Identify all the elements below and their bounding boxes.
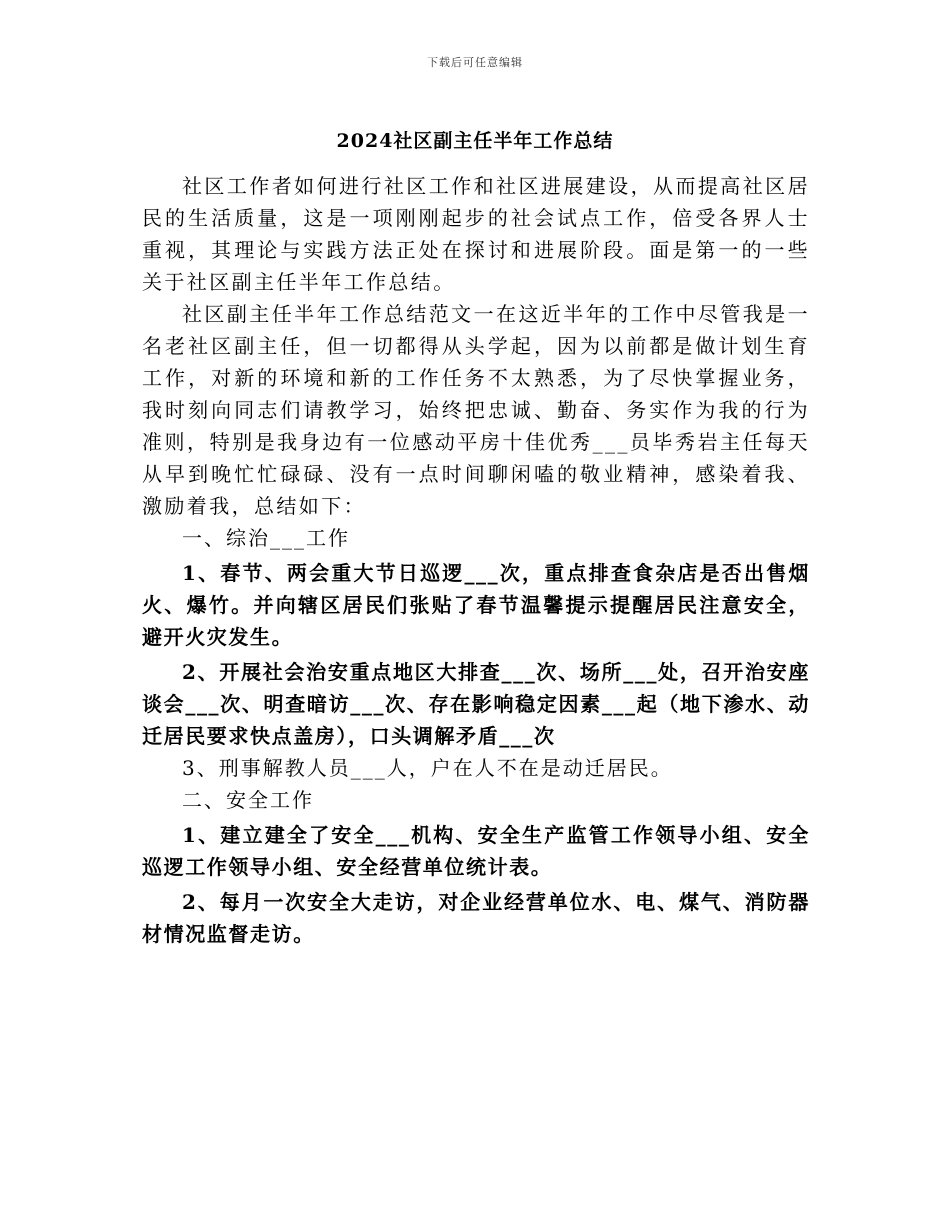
item-paragraph: 1、春节、两会重大节日巡逻___次，重点排查食杂店是否出售烟火、爆竹。并向辖区居民们张贴了春节温馨提示提醒居民注意安全，避开火灾发生。 — [142, 561, 810, 649]
page-header-note: 下载后可任意编辑 — [427, 56, 523, 69]
section-heading-safety: 二、安全工作 — [182, 788, 314, 812]
intro-paragraph: 社区工作者如何进行社区工作和社区进展建设，从而提高社区居民的生活质量，这是一项刚刚起步的社会试点工作，倍受各界人士重视，其理论与实践方法正处在探讨和进展阶段。面是第一的一些关于社区副主任半年工作总结。 — [142, 174, 810, 294]
item-paragraph: 2、每月一次安全大走访，对企业经营单位水、电、煤气、消防器材情况监督走访。 — [142, 890, 810, 946]
item-paragraph: 2、开展社会治安重点地区大排查___次、场所___处，召开治安座谈会___次、明查暗访___次、存在影响稳定因素___起（地下渗水、动迁居民要求快点盖房），口头调解矛盾___次 — [142, 660, 810, 748]
summary-paragraph: 社区副主任半年工作总结范文一在这近半年的工作中尽管我是一名老社区副主任，但一切都得从头学起，因为以前都是做计划生育工作，对新的环境和新的工作任务不太熟悉，为了尽快掌握业务，我时刻向同志们请教学习，始终把忠诚、勤奋、务实作为我的行为准则，特别是我身边有一位感动平房十佳优秀___员毕秀岩主任每天从早到晚忙忙碌碌、没有一点时间聊闲嗑的敬业精神，感染着我、激励着我，总结如下： — [142, 302, 810, 518]
document-title: 2024社区副主任半年工作总结 — [336, 130, 614, 152]
section-heading-comprehensive-governance: 一、综治___工作 — [182, 526, 350, 550]
document-body — [142, 170, 810, 950]
item-paragraph: 1、建立建全了安全___机构、安全生产监管工作领导小组、安全巡逻工作领导小组、安全经营单位统计表。 — [142, 823, 810, 879]
item-paragraph: 3、刑事解教人员___人，户在人不在是动迁居民。 — [182, 756, 673, 780]
